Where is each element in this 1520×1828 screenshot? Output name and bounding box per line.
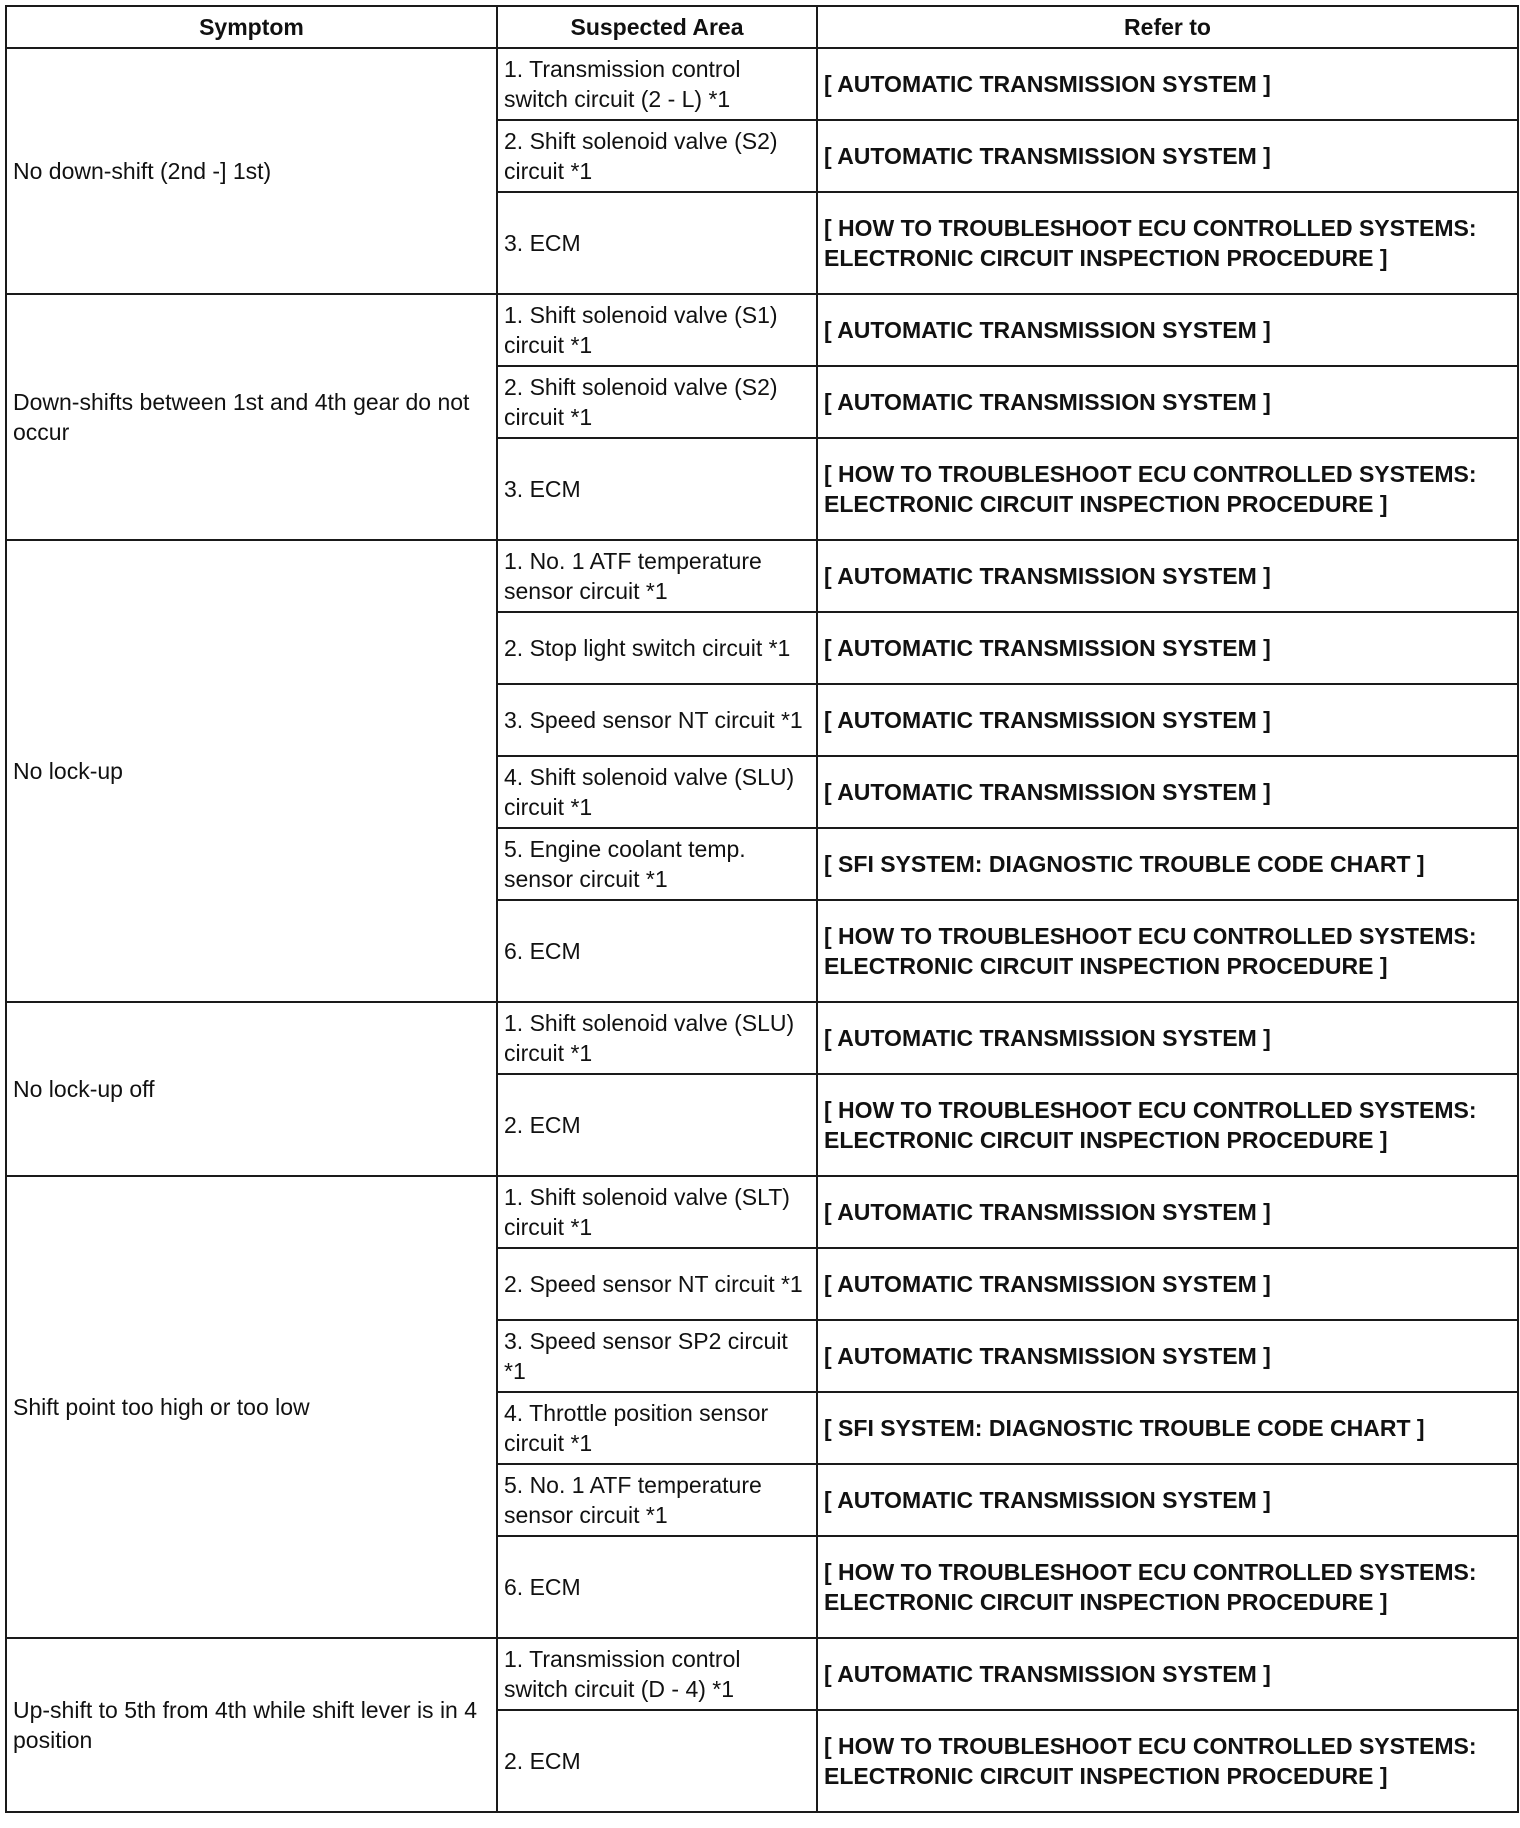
refer-to-cell: [ AUTOMATIC TRANSMISSION SYSTEM ] — [817, 1248, 1518, 1320]
header-suspected-area: Suspected Area — [497, 6, 817, 48]
refer-to-cell: [ HOW TO TROUBLESHOOT ECU CONTROLLED SYSTEMS: ELECTRONIC CIRCUIT INSPECTION PROCEDURE ] — [817, 1536, 1518, 1638]
header-row — [6, 6, 1518, 48]
symptom-cell: Down-shifts between 1st and 4th gear do not occur — [6, 294, 497, 540]
refer-to-cell: [ AUTOMATIC TRANSMISSION SYSTEM ] — [817, 1320, 1518, 1392]
suspected-area-cell: 6. ECM — [497, 1536, 817, 1638]
suspected-area-cell: 2. Shift solenoid valve (S2) circuit *1 — [497, 366, 817, 438]
troubleshooting-table — [5, 5, 1519, 1813]
suspected-area-cell: 5. Engine coolant temp. sensor circuit *1 — [497, 828, 817, 900]
symptom-cell: Up-shift to 5th from 4th while shift lever is in 4 position — [6, 1638, 497, 1812]
header-refer-to: Refer to — [817, 6, 1518, 48]
table-body — [6, 48, 1518, 1812]
suspected-area-cell: 3. Speed sensor SP2 circuit *1 — [497, 1320, 817, 1392]
suspected-area-cell: 2. ECM — [497, 1074, 817, 1176]
table-row — [6, 1638, 1518, 1710]
suspected-area-cell: 2. Stop light switch circuit *1 — [497, 612, 817, 684]
suspected-area-cell: 1. Transmission control switch circuit (2 - L) *1 — [497, 48, 817, 120]
refer-to-cell: [ HOW TO TROUBLESHOOT ECU CONTROLLED SYSTEMS: ELECTRONIC CIRCUIT INSPECTION PROCEDURE ] — [817, 1710, 1518, 1812]
table-row — [6, 1002, 1518, 1074]
table-row — [6, 294, 1518, 366]
refer-to-cell: [ HOW TO TROUBLESHOOT ECU CONTROLLED SYSTEMS: ELECTRONIC CIRCUIT INSPECTION PROCEDURE ] — [817, 900, 1518, 1002]
refer-to-cell: [ AUTOMATIC TRANSMISSION SYSTEM ] — [817, 540, 1518, 612]
suspected-area-cell: 1. No. 1 ATF temperature sensor circuit *1 — [497, 540, 817, 612]
suspected-area-cell: 3. Speed sensor NT circuit *1 — [497, 684, 817, 756]
refer-to-cell: [ AUTOMATIC TRANSMISSION SYSTEM ] — [817, 1176, 1518, 1248]
refer-to-cell: [ AUTOMATIC TRANSMISSION SYSTEM ] — [817, 294, 1518, 366]
refer-to-cell: [ AUTOMATIC TRANSMISSION SYSTEM ] — [817, 1464, 1518, 1536]
suspected-area-cell: 1. Shift solenoid valve (SLU) circuit *1 — [497, 1002, 817, 1074]
refer-to-cell: [ HOW TO TROUBLESHOOT ECU CONTROLLED SYSTEMS: ELECTRONIC CIRCUIT INSPECTION PROCEDURE ] — [817, 192, 1518, 294]
suspected-area-cell: 1. Shift solenoid valve (SLT) circuit *1 — [497, 1176, 817, 1248]
suspected-area-cell: 3. ECM — [497, 192, 817, 294]
refer-to-cell: [ AUTOMATIC TRANSMISSION SYSTEM ] — [817, 756, 1518, 828]
refer-to-cell: [ SFI SYSTEM: DIAGNOSTIC TROUBLE CODE CHART ] — [817, 828, 1518, 900]
suspected-area-cell: 4. Shift solenoid valve (SLU) circuit *1 — [497, 756, 817, 828]
suspected-area-cell: 1. Shift solenoid valve (S1) circuit *1 — [497, 294, 817, 366]
suspected-area-cell: 6. ECM — [497, 900, 817, 1002]
suspected-area-cell: 2. ECM — [497, 1710, 817, 1812]
refer-to-cell: [ AUTOMATIC TRANSMISSION SYSTEM ] — [817, 120, 1518, 192]
refer-to-cell: [ SFI SYSTEM: DIAGNOSTIC TROUBLE CODE CHART ] — [817, 1392, 1518, 1464]
suspected-area-cell: 2. Speed sensor NT circuit *1 — [497, 1248, 817, 1320]
header-symptom: Symptom — [6, 6, 497, 48]
symptom-cell: No lock-up — [6, 540, 497, 1002]
suspected-area-cell: 4. Throttle position sensor circuit *1 — [497, 1392, 817, 1464]
table-row — [6, 48, 1518, 120]
refer-to-cell: [ AUTOMATIC TRANSMISSION SYSTEM ] — [817, 1638, 1518, 1710]
refer-to-cell: [ AUTOMATIC TRANSMISSION SYSTEM ] — [817, 1002, 1518, 1074]
symptom-cell: Shift point too high or too low — [6, 1176, 497, 1638]
table-row — [6, 1176, 1518, 1248]
refer-to-cell: [ AUTOMATIC TRANSMISSION SYSTEM ] — [817, 684, 1518, 756]
table-row — [6, 540, 1518, 612]
refer-to-cell: [ HOW TO TROUBLESHOOT ECU CONTROLLED SYSTEMS: ELECTRONIC CIRCUIT INSPECTION PROCEDURE ] — [817, 438, 1518, 540]
suspected-area-cell: 5. No. 1 ATF temperature sensor circuit *1 — [497, 1464, 817, 1536]
symptom-cell: No down-shift (2nd -] 1st) — [6, 48, 497, 294]
refer-to-cell: [ AUTOMATIC TRANSMISSION SYSTEM ] — [817, 366, 1518, 438]
refer-to-cell: [ AUTOMATIC TRANSMISSION SYSTEM ] — [817, 48, 1518, 120]
suspected-area-cell: 3. ECM — [497, 438, 817, 540]
refer-to-cell: [ AUTOMATIC TRANSMISSION SYSTEM ] — [817, 612, 1518, 684]
refer-to-cell: [ HOW TO TROUBLESHOOT ECU CONTROLLED SYSTEMS: ELECTRONIC CIRCUIT INSPECTION PROCEDURE ] — [817, 1074, 1518, 1176]
symptom-cell: No lock-up off — [6, 1002, 497, 1176]
suspected-area-cell: 1. Transmission control switch circuit (D - 4) *1 — [497, 1638, 817, 1710]
suspected-area-cell: 2. Shift solenoid valve (S2) circuit *1 — [497, 120, 817, 192]
